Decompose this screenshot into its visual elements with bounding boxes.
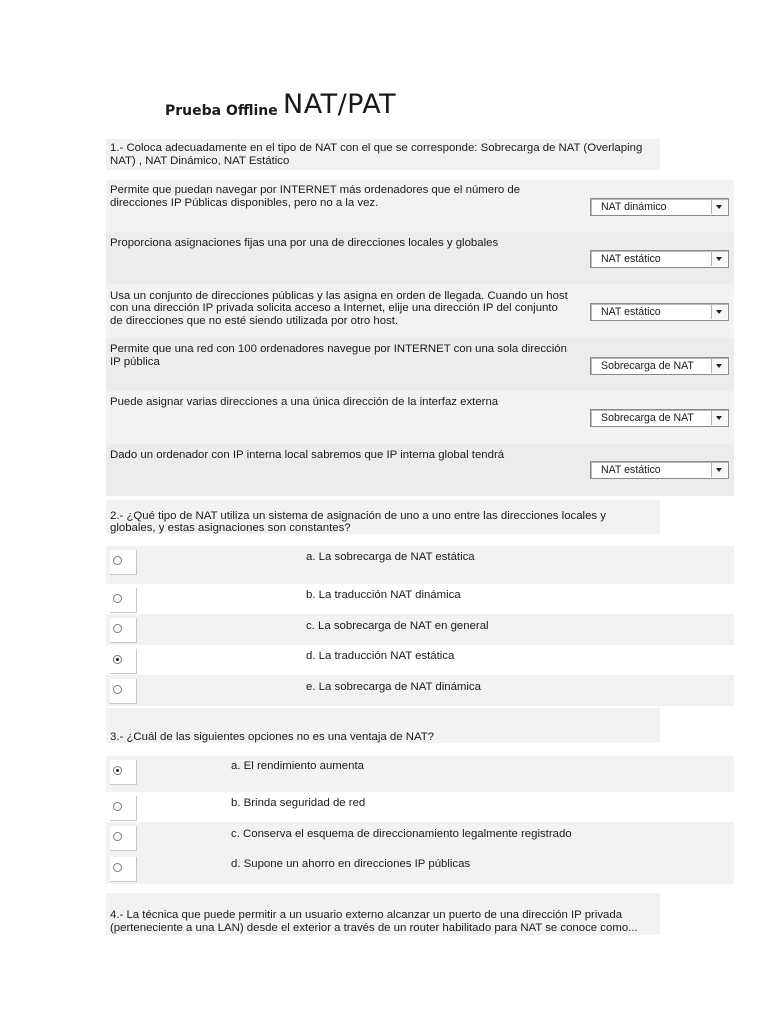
q3-option-radio-box[interactable] (110, 760, 137, 785)
chevron-down-icon[interactable] (711, 252, 727, 266)
q1-item-select[interactable] (590, 198, 729, 216)
q1-item-select[interactable] (590, 409, 729, 427)
select-value: NAT estático (601, 306, 661, 318)
q1-item-select[interactable] (590, 461, 729, 479)
radio-button[interactable] (113, 802, 122, 811)
q4-prompt-line1: 4.- La técnica que puede permitir a un usuario externo alcanzar un puerto de una dirección IP privada (110, 909, 623, 921)
select-value: NAT dinámico (601, 201, 667, 213)
q2-prompt-line1: 2.- ¿Qué tipo de NAT utiliza un sistema de asignación de uno a uno entre las direcciones locales y (110, 510, 606, 522)
q1-item-text-line1: Permite que puedan navegar por INTERNET más ordenadores que el número de (110, 184, 521, 196)
title-prefix: Prueba Offline (165, 103, 278, 119)
q2-option-radio-box[interactable] (110, 618, 137, 643)
q2-option-label[interactable]: c. La sobrecarga de NAT en general (306, 620, 489, 632)
select-value: Sobrecarga de NAT (601, 412, 694, 424)
chevron-down-icon[interactable] (711, 463, 727, 477)
q3-option-label[interactable]: b. Brinda seguridad de red (231, 797, 366, 809)
q1-item-text-line2: direcciones IP Públicas disponibles, pero no a la vez. (110, 197, 379, 209)
q2-option-radio-box[interactable] (110, 679, 137, 704)
q2-option-radio-box[interactable] (110, 649, 137, 674)
radio-button[interactable] (113, 624, 122, 633)
q1-item-text-line2: con una dirección IP privada solicita acceso a Internet, elije una dirección IP del conjunto (110, 302, 558, 314)
q1-prompt-line2: NAT) , NAT Dinámico, NAT Estático (110, 155, 290, 167)
radio-button-selected[interactable] (113, 655, 122, 664)
q2-option-radio-box[interactable] (110, 550, 137, 575)
q2-prompt-line2: globales, y estas asignaciones son constantes? (110, 522, 351, 534)
q1-item-text-line3: de direcciones que no esté siendo utilizada por otro host. (110, 315, 399, 327)
q3-option-radio-box[interactable] (110, 826, 137, 851)
radio-button[interactable] (113, 594, 122, 603)
radio-button-selected[interactable] (113, 766, 122, 775)
select-value: NAT estático (601, 253, 661, 265)
q1-item-text-line1: Usa un conjunto de direcciones públicas y las asigna en orden de llegada. Cuando un host (110, 290, 568, 302)
q3-option-radio-box[interactable] (110, 857, 137, 882)
page-title: NAT/PAT (283, 89, 397, 120)
select-value: Sobrecarga de NAT (601, 360, 694, 372)
q1-item-text-line2: IP pública (110, 356, 160, 368)
radio-button[interactable] (113, 685, 122, 694)
radio-button[interactable] (113, 863, 122, 872)
q1-item-select[interactable] (590, 357, 729, 375)
radio-button[interactable] (113, 556, 122, 565)
q2-option-label[interactable]: e. La sobrecarga de NAT dinámica (306, 681, 481, 693)
q1-item-select[interactable] (590, 250, 729, 268)
q3-option-label[interactable]: a. El rendimiento aumenta (231, 760, 364, 772)
chevron-down-icon[interactable] (711, 305, 727, 319)
q2-option-label[interactable]: d. La traducción NAT estática (306, 650, 455, 662)
q3-option-row (106, 792, 734, 822)
q3-option-row (106, 756, 734, 792)
q1-item-text-line1: Puede asignar varias direcciones a una única dirección de la interfaz externa (110, 396, 499, 408)
q3-option-radio-box[interactable] (110, 796, 137, 821)
q2-option-label[interactable]: a. La sobrecarga de NAT estática (306, 551, 475, 563)
q1-prompt-line1: 1.- Coloca adecuadamente en el tipo de NAT con el que se corresponde: Sobrecarga de NAT (Overlaping (110, 142, 643, 154)
chevron-down-icon[interactable] (711, 411, 727, 425)
q1-item-text-line1: Permite que una red con 100 ordenadores navegue por INTERNET con una sola dirección (110, 343, 567, 355)
chevron-down-icon[interactable] (711, 200, 727, 214)
select-value: NAT estático (601, 464, 661, 476)
chevron-down-icon[interactable] (711, 359, 727, 373)
q3-option-label[interactable]: c. Conserva el esquema de direccionamiento legalmente registrado (231, 828, 572, 840)
radio-button[interactable] (113, 832, 122, 841)
q1-item-text-line1: Proporciona asignaciones fijas una por una de direcciones locales y globales (110, 237, 499, 249)
q2-option-label[interactable]: b. La traducción NAT dinámica (306, 589, 461, 601)
q3-prompt: 3.- ¿Cuál de las siguientes opciones no es una ventaja de NAT? (110, 731, 434, 743)
q2-option-radio-box[interactable] (110, 588, 137, 613)
q4-prompt-line2: (perteneciente a una LAN) desde el exterior a través de un router habilitado para NAT se conoce como... (110, 922, 638, 934)
q1-item-text-line1: Dado un ordenador con IP interna local sabremos que IP interna global tendrá (110, 449, 505, 461)
q3-option-label[interactable]: d. Supone un ahorro en direcciones IP públicas (231, 858, 471, 870)
q1-item-select[interactable] (590, 303, 729, 321)
